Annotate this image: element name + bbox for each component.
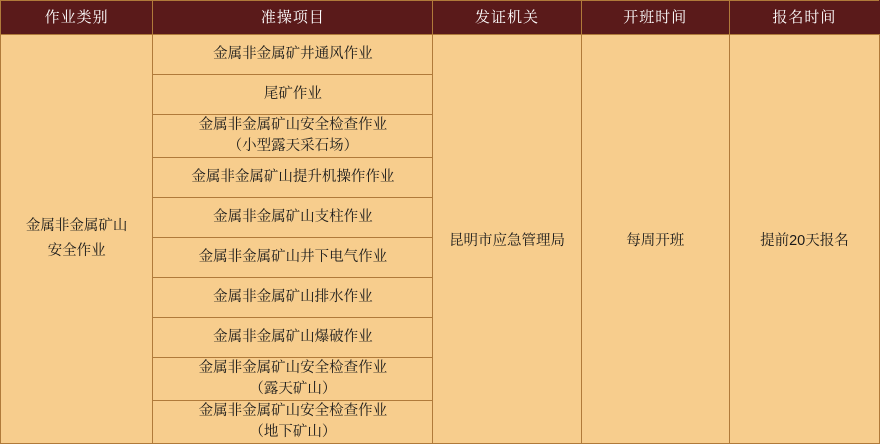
table-header xyxy=(1,1,880,35)
item-label-line2: （露天矿山） xyxy=(249,381,337,398)
cell-issuing-authority: 昆明市应急管理局 xyxy=(433,35,581,444)
category-label-line2: 安全作业 xyxy=(47,243,106,260)
item-label-line2: （地下矿山） xyxy=(249,424,337,441)
cell-item xyxy=(153,238,433,278)
cell-category xyxy=(1,35,153,444)
cell-item xyxy=(153,115,433,158)
item-label-line1: 金属非金属矿山井下电气作业 xyxy=(198,249,388,266)
item-label-line1: 金属非金属矿山提升机操作作业 xyxy=(191,169,395,186)
cell-item xyxy=(153,198,433,238)
category-label-line1: 金属非金属矿山 xyxy=(25,218,128,235)
item-label-line1: 金属非金属矿山安全检查作业 xyxy=(198,117,388,133)
item-label-line1: 尾矿作业 xyxy=(263,85,322,102)
cell-item xyxy=(153,358,433,401)
cell-item xyxy=(153,401,433,444)
column-header-items: 准操项目 xyxy=(153,1,433,35)
item-label-line1: 金属非金属矿井通风作业 xyxy=(213,45,373,62)
item-label-line1: 金属非金属矿山安全检查作业 xyxy=(198,403,388,420)
item-label-line1: 金属非金属矿山支柱作业 xyxy=(213,209,373,226)
item-label-line1: 金属非金属矿山安全检查作业 xyxy=(198,360,388,377)
column-header-signup-time: 报名时间 xyxy=(729,1,879,35)
table-header-row xyxy=(1,1,880,35)
table-body xyxy=(1,35,880,444)
cell-item xyxy=(153,278,433,318)
item-label-line1: 金属非金属矿山爆破作业 xyxy=(213,329,373,346)
cell-item xyxy=(153,35,433,75)
column-header-issuing-authority: 发证机关 xyxy=(433,1,581,35)
item-label-line2: （小型露天采石场） xyxy=(227,138,359,155)
column-header-start-time: 开班时间 xyxy=(581,1,729,35)
table-row xyxy=(1,35,880,75)
cell-item xyxy=(153,158,433,198)
cell-start-time: 每周开班 xyxy=(581,35,729,444)
cell-item xyxy=(153,75,433,115)
column-header-category: 作业类别 xyxy=(1,1,153,35)
item-label-line1: 金属非金属矿山排水作业 xyxy=(213,289,373,306)
cell-signup-time: 提前20天报名 xyxy=(729,35,879,444)
cell-item xyxy=(153,318,433,358)
